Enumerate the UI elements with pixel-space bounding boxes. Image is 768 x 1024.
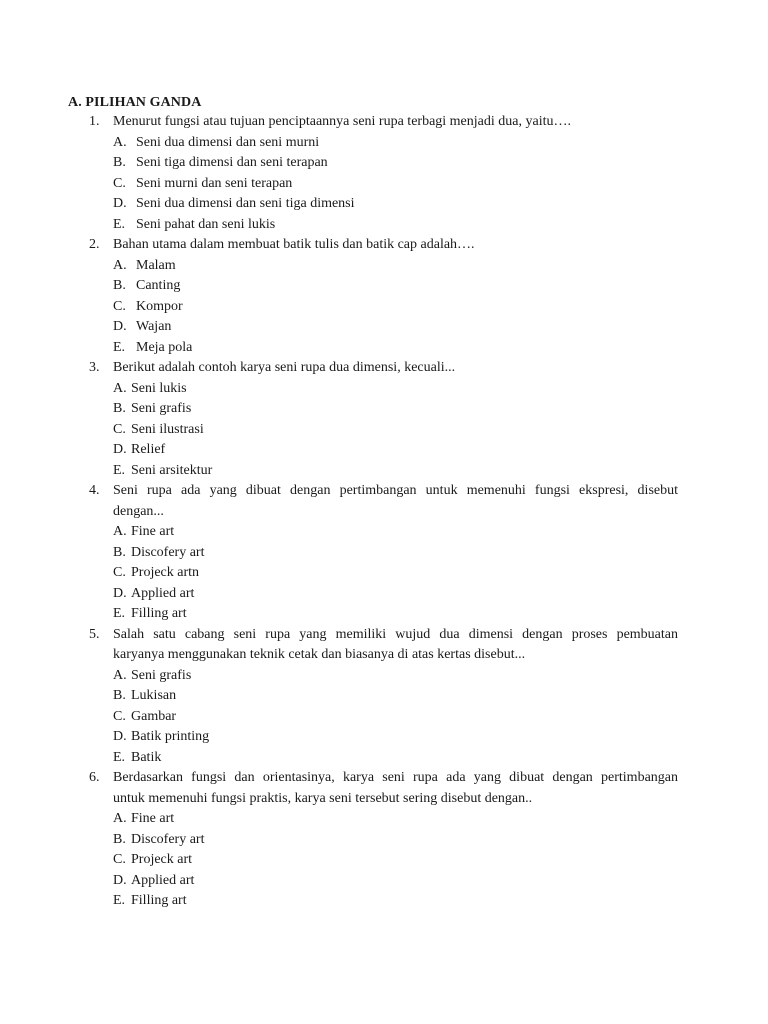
option-letter: A. xyxy=(113,257,127,273)
option-text: Canting xyxy=(136,278,181,293)
option-letter: E. xyxy=(113,462,126,478)
option-letter: B. xyxy=(113,278,126,293)
option-text: Malam xyxy=(136,257,176,273)
option-letter: E. xyxy=(113,606,126,621)
option-text: Meja pola xyxy=(136,339,193,355)
question-text-line: Menurut fungsi atau tujuan penciptaannya seni rupa terbagi menjadi dua, yaitu…. xyxy=(113,114,571,129)
option-letter: B. xyxy=(113,401,126,416)
question-item xyxy=(0,358,768,481)
option-text: Filling art xyxy=(131,606,187,621)
answer-option xyxy=(113,276,768,297)
option-text: Seni grafis xyxy=(131,401,192,416)
option-letter: D. xyxy=(113,585,127,601)
question-item xyxy=(0,625,768,769)
answer-option xyxy=(113,194,768,215)
answer-option xyxy=(113,666,768,687)
option-letter: D. xyxy=(113,872,127,888)
answer-option xyxy=(113,584,768,605)
answer-option xyxy=(113,522,768,543)
option-text: Fine art xyxy=(131,524,175,539)
question-text-line: Berdasarkan fungsi dan orientasinya, karya seni rupa ada yang dibuat dengan pertimbangan xyxy=(113,770,678,785)
question-number: 1. xyxy=(89,114,100,129)
answer-option xyxy=(113,215,768,236)
question-text-line: Bahan utama dalam membuat batik tulis dan batik cap adalah…. xyxy=(113,237,475,252)
question-number: 2. xyxy=(89,237,100,252)
option-letter: C. xyxy=(113,852,126,867)
option-letter: D. xyxy=(113,196,127,211)
option-text: Fine art xyxy=(131,811,175,826)
option-letter: A. xyxy=(113,380,127,396)
question-list xyxy=(0,112,768,912)
option-text: Gambar xyxy=(131,708,177,724)
option-letter: D. xyxy=(113,729,127,744)
section-title: A. PILIHAN GANDA xyxy=(68,95,202,110)
option-letter: A. xyxy=(113,667,127,683)
option-letter: C. xyxy=(113,175,126,191)
option-letter: D. xyxy=(113,319,127,334)
option-letter: B. xyxy=(113,831,126,847)
answer-option xyxy=(113,543,768,564)
option-letter: C. xyxy=(113,298,126,314)
answer-option xyxy=(113,809,768,830)
answer-option xyxy=(113,850,768,871)
option-text: Seni tiga dimensi dan seni terapan xyxy=(136,155,328,170)
answer-option xyxy=(113,420,768,441)
answer-option xyxy=(113,461,768,482)
option-text: Discofery art xyxy=(131,544,205,560)
answer-option xyxy=(113,153,768,174)
question-text xyxy=(113,625,678,666)
option-letter: B. xyxy=(113,688,126,703)
option-text: Filling art xyxy=(131,893,187,908)
question-text xyxy=(113,358,678,379)
answer-option xyxy=(113,563,768,584)
question-number: 5. xyxy=(89,626,100,642)
option-letter: E. xyxy=(113,749,126,765)
answer-option xyxy=(113,317,768,338)
option-text: Projeck artn xyxy=(131,565,200,580)
option-text: Wajan xyxy=(136,319,172,334)
answer-option xyxy=(113,256,768,277)
option-letter: C. xyxy=(113,421,126,437)
answer-option xyxy=(113,830,768,851)
question-number: 3. xyxy=(89,360,100,375)
question-text xyxy=(113,112,678,133)
question-item xyxy=(0,481,768,625)
answer-option xyxy=(113,440,768,461)
option-letter: A. xyxy=(113,811,127,826)
option-text: Kompor xyxy=(136,298,183,314)
question-text-line: Salah satu cabang seni rupa yang memiliki wujud dua dimensi dengan proses pembuatan xyxy=(113,626,678,642)
question-text-line: Seni rupa ada yang dibuat dengan pertimbangan untuk memenuhi fungsi ekspresi, disebut xyxy=(113,483,678,498)
option-text: Seni murni dan seni terapan xyxy=(136,175,293,191)
option-letter: A. xyxy=(113,524,127,539)
option-text: Discofery art xyxy=(131,831,205,847)
option-text: Lukisan xyxy=(131,688,177,703)
answer-option xyxy=(113,297,768,318)
option-text: Seni ilustrasi xyxy=(131,421,204,437)
question-item xyxy=(0,235,768,358)
question-number: 4. xyxy=(89,483,100,498)
question-item xyxy=(0,112,768,235)
question-text-line: untuk memenuhi fungsi praktis, karya seni tersebut sering disebut dengan.. xyxy=(113,790,533,806)
option-text: Projeck art xyxy=(131,852,193,867)
option-text: Seni pahat dan seni lukis xyxy=(136,216,276,232)
answer-option xyxy=(113,338,768,359)
option-letter: A. xyxy=(113,134,127,150)
option-letter: E. xyxy=(113,339,126,355)
option-letter: E. xyxy=(113,893,126,908)
question-text-line: Berikut adalah contoh karya seni rupa dua dimensi, kecuali... xyxy=(113,360,456,375)
option-letter: D. xyxy=(113,442,127,457)
option-letter: B. xyxy=(113,544,126,560)
question-text xyxy=(113,481,678,522)
option-letter: B. xyxy=(113,155,126,170)
option-text: Seni dua dimensi dan seni murni xyxy=(136,134,320,150)
answer-option xyxy=(113,604,768,625)
answer-option xyxy=(113,748,768,769)
answer-option xyxy=(113,891,768,912)
question-number: 6. xyxy=(89,770,100,785)
answer-option xyxy=(113,379,768,400)
question-item xyxy=(0,768,768,912)
answer-option xyxy=(113,174,768,195)
answer-option xyxy=(113,399,768,420)
answer-option xyxy=(113,133,768,154)
question-text xyxy=(113,235,678,256)
option-text: Batik xyxy=(131,749,162,765)
question-text-line: karyanya menggunakan teknik cetak dan biasanya di atas kertas disebut... xyxy=(113,647,526,662)
answer-option xyxy=(113,707,768,728)
option-letter: E. xyxy=(113,216,126,232)
answer-option xyxy=(113,871,768,892)
option-letter: C. xyxy=(113,565,126,580)
option-text: Relief xyxy=(131,442,166,457)
option-text: Seni arsitektur xyxy=(131,462,213,478)
option-letter: C. xyxy=(113,708,126,724)
option-text: Seni lukis xyxy=(131,380,187,396)
answer-option xyxy=(113,727,768,748)
question-text xyxy=(113,768,678,809)
answer-option xyxy=(113,686,768,707)
option-text: Seni grafis xyxy=(131,667,192,683)
question-text-line: dengan... xyxy=(113,503,164,519)
option-text: Batik printing xyxy=(131,729,210,744)
option-text: Applied art xyxy=(131,585,195,601)
option-text: Seni dua dimensi dan seni tiga dimensi xyxy=(136,196,355,211)
option-text: Applied art xyxy=(131,872,195,888)
